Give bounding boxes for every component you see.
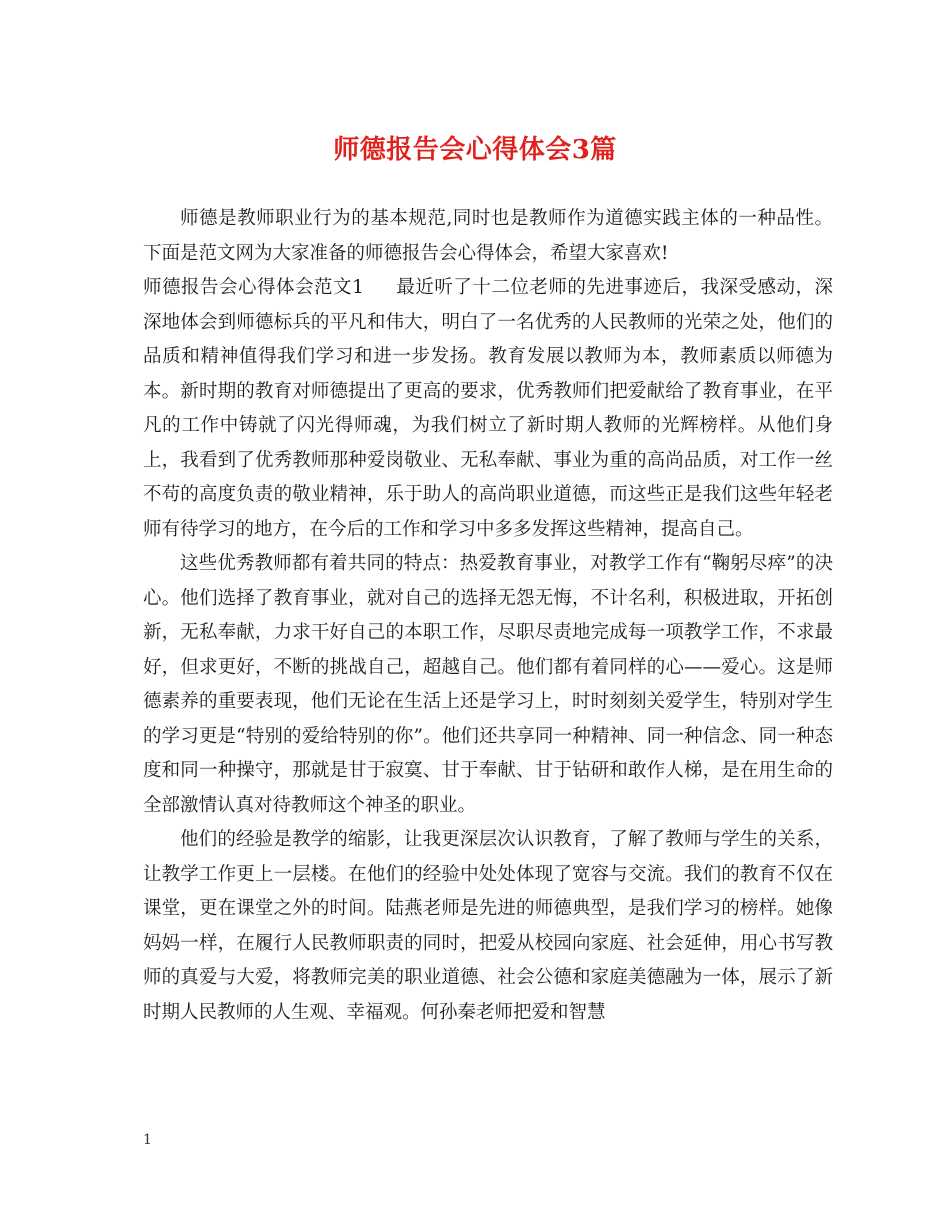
section-1-paragraph-1 <box>143 271 833 547</box>
page-number: 1 <box>143 1132 152 1148</box>
section-1-paragraph-3: 他们的经验是教学的缩影，让我更深层次认识教育，了解了教师与学生的关系，让教学工作更上一层楼。在他们的经验中处处体现了宽容与交流。我们的教育不仅在课堂，更在课堂之外的时间。陆燕老师是先进的师德典型，是我们学习的榜样。她像妈妈一样，在履行人民教师职责的同时，把爱从校园向家庭、社会延伸，用心书写教师的真爱与大爱，将教师完美的职业道德、社会公德和家庭美德融为一体，展示了新时期人民教师的人生观、幸福观。何孙秦老师把爱和智慧 <box>143 829 833 1023</box>
section-1-heading: 师德报告会心得体会范文1 <box>143 277 364 298</box>
document-title: 师德报告会心得体会3篇 <box>333 135 617 165</box>
document-body <box>143 202 833 1030</box>
section-1-paragraph-1-text: 最近听了十二位老师的先进事迹后，我深受感动，深深地体会到师德标兵的平凡和伟大，明白了一名优秀的人民教师的光荣之处，他们的品质和精神值得我们学习和进一步发扬。教育发展以教师为本，教师素质以师德为本。新时期的教育对师德提出了更高的要求，优秀教师们把爱献给了教育事业，在平凡的工作中铸就了闪光得师魂，为我们树立了新时期人教师的光辉榜样。从他们身上，我看到了优秀教师那种爱岗敬业、无私奉献、事业为重的高尚品质，对工作一丝不苟的高度负责的敬业精神，乐于助人的高尚职业道德，而这些正是我们这些年轻老师有待学习的地方，在今后的工作和学习中多多发挥这些精神，提高自己。 <box>143 277 833 540</box>
section-1-paragraph-2: 这些优秀教师都有着共同的特点：热爱教育事业，对教学工作有“鞠躬尽瘁”的决心。他们选择了教育事业，就对自己的选择无怨无悔，不计名利，积极进取，开拓创新，无私奉献，力求干好自己的本职工作，尽职尽责地完成每一项教学工作，不求最好，但求更好，不断的挑战自己，超越自己。他们都有着同样的心——爱心。这是师德素养的重要表现，他们无论在生活上还是学习上，时时刻刻关爱学生，特别对学生的学习更是“特别的爱给特别的你”。他们还共享同一种精神、同一种信念、同一种态度和同一种操守，那就是甘于寂寞、甘于奉献、甘于钻研和敢作人梯，是在用生命的全部激情认真对待教师这个神圣的职业。 <box>143 553 833 816</box>
intro-paragraph: 师德是教师职业行为的基本规范,同时也是教师作为道德实践主体的一种品性。下面是范文网为大家准备的师德报告会心得体会，希望大家喜欢! <box>143 208 833 264</box>
